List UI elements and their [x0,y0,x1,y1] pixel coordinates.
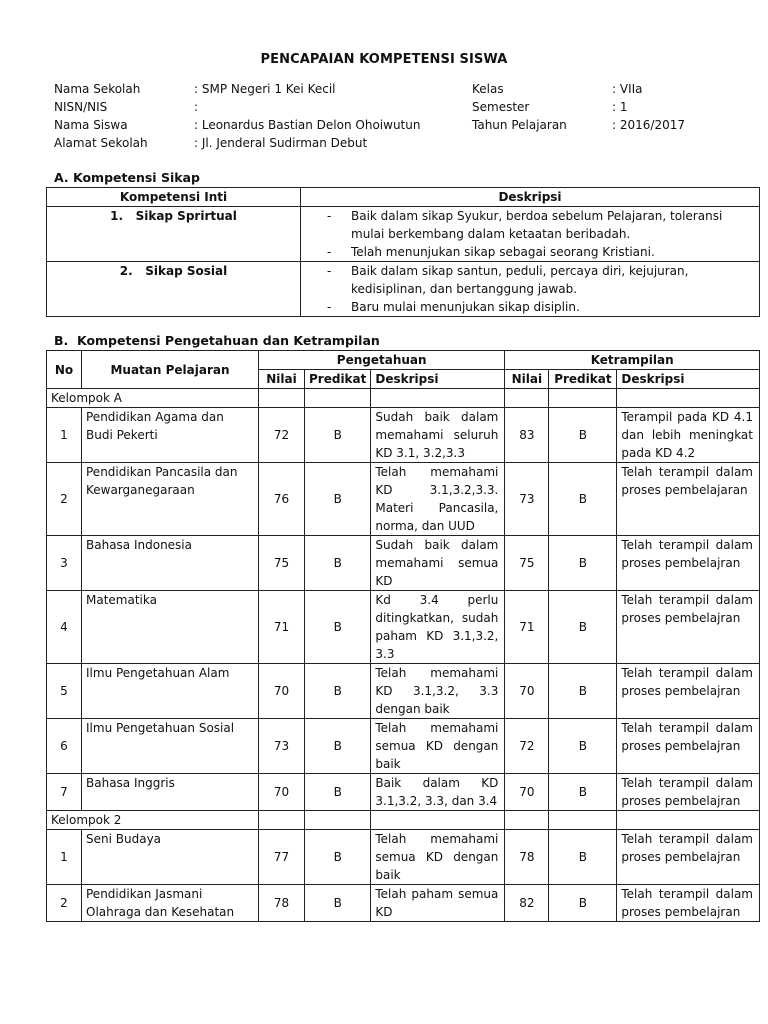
subject-cell: Ilmu Pengetahuan Sosial [82,719,259,774]
empty-cell [505,811,549,830]
empty-cell [617,811,760,830]
column-header-pengetahuan: Pengetahuan [259,351,505,370]
row-number: 5 [47,664,82,719]
empty-cell [371,389,505,408]
ketrampilan-deskripsi: Telah terampil dalam proses pembelajaran [617,463,760,536]
table-body [47,389,760,922]
ketrampilan-deskripsi: Telah terampil dalam proses pembelajran [617,719,760,774]
group-label: Kelompok 2 [47,811,259,830]
pengetahuan-nilai: 71 [259,591,305,664]
empty-cell [549,811,617,830]
table-row [47,207,760,262]
ketrampilan-predikat: B [549,885,617,922]
table-row [47,591,760,664]
kompetensi-pengetahuan-table [46,350,760,922]
info-value: : VIIa [612,82,643,96]
info-label: NISN/NIS [54,100,108,114]
table-row [47,885,760,922]
empty-cell [549,389,617,408]
kompetensi-inti-cell: 1. Sikap Sprirtual [47,207,301,262]
subject-cell: Pendidikan Agama dan Budi Pekerti [82,408,259,463]
info-row [54,98,724,116]
subject-cell: Matematika [82,591,259,664]
table-row [47,664,760,719]
ketrampilan-nilai: 70 [505,774,549,811]
column-header: Deskripsi [617,370,760,389]
info-value: : Jl. Jenderal Sudirman Debut [194,136,368,150]
subject-cell: Pendidikan Jasmani Olahraga dan Kesehatan [82,885,259,922]
row-number: 3 [47,536,82,591]
pengetahuan-nilai: 77 [259,830,305,885]
info-row [54,116,724,134]
description-item: - Baik dalam sikap Syukur, berdoa sebelum Pelajaran, toleransi mulai berkembang dalam ketaatan beribadah. [305,207,755,243]
info-label: Nama Sekolah [54,82,141,96]
ketrampilan-predikat: B [549,591,617,664]
column-header: Kompetensi Inti [47,188,301,207]
ketrampilan-deskripsi: Telah terampil dalam proses pembelajran [617,774,760,811]
table-row [47,536,760,591]
ketrampilan-deskripsi: Telah terampil dalam proses pembelajran [617,830,760,885]
pengetahuan-predikat: B [305,408,371,463]
empty-cell [505,389,549,408]
ketrampilan-nilai: 83 [505,408,549,463]
ketrampilan-deskripsi: Terampil pada KD 4.1 dan lebih meningkat pada KD 4.2 [617,408,760,463]
info-row [54,80,724,98]
pengetahuan-deskripsi: Baik dalam KD 3.1,3.2, 3.3, dan 3.4 [371,774,505,811]
info-value: : 1 [612,100,628,114]
ketrampilan-nilai: 82 [505,885,549,922]
empty-cell [371,811,505,830]
table-row [47,262,760,317]
ketrampilan-predikat: B [549,719,617,774]
empty-cell [305,389,371,408]
row-number: 4 [47,591,82,664]
column-header-no: No [47,351,82,389]
info-value: : SMP Negeri 1 Kei Kecil [194,82,336,96]
pengetahuan-deskripsi: Telah memahami KD 3.1,3.2,3.3. Materi Pancasila, norma, dan UUD [371,463,505,536]
ketrampilan-predikat: B [549,830,617,885]
pengetahuan-predikat: B [305,774,371,811]
ketrampilan-predikat: B [549,774,617,811]
ketrampilan-deskripsi: Telah terampil dalam proses pembelajran [617,885,760,922]
pengetahuan-nilai: 75 [259,536,305,591]
column-header: Nilai [259,370,305,389]
pengetahuan-deskripsi: Sudah baik dalam memahami semua KD [371,536,505,591]
row-number: 1 [47,830,82,885]
ketrampilan-nilai: 71 [505,591,549,664]
description-item: - Telah menunjukan sikap sebagai seorang Kristiani. [305,243,755,261]
row-number: 6 [47,719,82,774]
ketrampilan-predikat: B [549,408,617,463]
ketrampilan-nilai: 72 [505,719,549,774]
table-row [47,774,760,811]
column-header: Predikat [549,370,617,389]
pengetahuan-predikat: B [305,830,371,885]
pengetahuan-deskripsi: Telah memahami semua KD dengan baik [371,719,505,774]
empty-cell [305,811,371,830]
pengetahuan-predikat: B [305,885,371,922]
page-title: PENCAPAIAN KOMPETENSI SISWA [260,52,508,67]
info-value: : Leonardus Bastian Delon Ohoiwutun [194,118,421,132]
column-header: Nilai [505,370,549,389]
empty-cell [259,389,305,408]
table-row [47,463,760,536]
kompetensi-sikap-table [46,187,760,317]
table-row [47,719,760,774]
column-header-ketrampilan: Ketrampilan [505,351,760,370]
pengetahuan-predikat: B [305,591,371,664]
section-b-heading: B. Kompetensi Pengetahuan dan Ketrampilan [54,333,380,348]
ketrampilan-deskripsi: Telah terampil dalam proses pembelajran [617,536,760,591]
pengetahuan-deskripsi: Telah memahami semua KD dengan baik [371,830,505,885]
subject-cell: Ilmu Pengetahuan Alam [82,664,259,719]
empty-cell [259,811,305,830]
section-a-heading: A. Kompetensi Sikap [54,170,200,185]
group-row [47,389,760,408]
row-number: 2 [47,885,82,922]
ketrampilan-predikat: B [549,463,617,536]
pengetahuan-nilai: 78 [259,885,305,922]
description-cell [301,207,760,262]
group-label: Kelompok A [47,389,259,408]
info-label: Kelas [472,82,504,96]
pengetahuan-predikat: B [305,463,371,536]
subject-cell: Bahasa Indonesia [82,536,259,591]
ketrampilan-deskripsi: Telah terampil dalam proses pembelajran [617,664,760,719]
pengetahuan-nilai: 70 [259,774,305,811]
ketrampilan-nilai: 70 [505,664,549,719]
ketrampilan-nilai: 73 [505,463,549,536]
info-label: Semester [472,100,530,114]
column-header-muatan: Muatan Pelajaran [82,351,259,389]
empty-cell [617,389,760,408]
ketrampilan-predikat: B [549,664,617,719]
row-number: 7 [47,774,82,811]
pengetahuan-nilai: 72 [259,408,305,463]
subject-cell: Seni Budaya [82,830,259,885]
info-value: : 2016/2017 [612,118,685,132]
pengetahuan-nilai: 73 [259,719,305,774]
info-row [54,134,724,152]
description-item: - Baik dalam sikap santun, peduli, percaya diri, kejujuran, kedisiplinan, dan bertanggung jawab. [305,262,755,298]
ketrampilan-deskripsi: Telah terampil dalam proses pembelajran [617,591,760,664]
pengetahuan-predikat: B [305,536,371,591]
pengetahuan-predikat: B [305,719,371,774]
info-value: : [194,100,199,114]
table-row [47,408,760,463]
info-label: Alamat Sekolah [54,136,148,150]
info-label: Nama Siswa [54,118,128,132]
pengetahuan-deskripsi: Telah paham semua KD [371,885,505,922]
ketrampilan-nilai: 78 [505,830,549,885]
info-label: Tahun Pelajaran [472,118,567,132]
table-header-row [47,188,760,207]
column-header: Deskripsi [301,188,760,207]
table-header-row [47,351,760,370]
column-header: Deskripsi [371,370,505,389]
subject-cell: Pendidikan Pancasila dan Kewarganegaraan [82,463,259,536]
ketrampilan-predikat: B [549,536,617,591]
kompetensi-inti-cell: 2. Sikap Sosial [47,262,301,317]
column-header: Predikat [305,370,371,389]
description-item: - Baru mulai menunjukan sikap disiplin. [305,298,755,316]
group-row [47,811,760,830]
student-info [54,80,724,152]
pengetahuan-nilai: 70 [259,664,305,719]
subject-cell: Bahasa Inggris [82,774,259,811]
ketrampilan-nilai: 75 [505,536,549,591]
description-cell [301,262,760,317]
pengetahuan-deskripsi: Telah memahami KD 3.1,3.2, 3.3 dengan baik [371,664,505,719]
pengetahuan-predikat: B [305,664,371,719]
row-number: 2 [47,463,82,536]
table-row [47,830,760,885]
pengetahuan-deskripsi: Sudah baik dalam memahami seluruh KD 3.1, 3.2,3.3 [371,408,505,463]
row-number: 1 [47,408,82,463]
pengetahuan-deskripsi: Kd 3.4 perlu ditingkatkan, sudah paham KD 3.1,3.2, 3.3 [371,591,505,664]
pengetahuan-nilai: 76 [259,463,305,536]
